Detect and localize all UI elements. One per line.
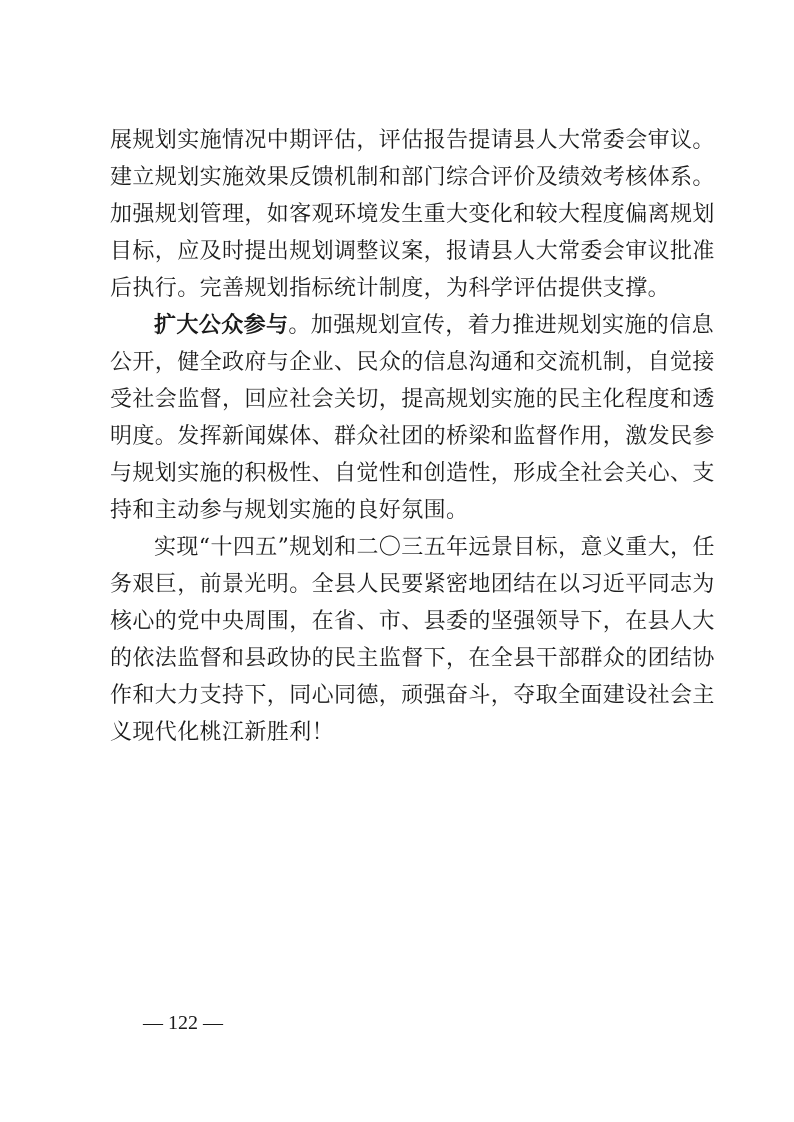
text-line: 义现代化桃江新胜利！: [110, 720, 335, 745]
text-line-remainder: 。加强规划宣传，着力推进规划实施的信息: [288, 313, 715, 338]
text-line: 目标，应及时提出规划调整议案，报请县人大常委会审议批准: [110, 239, 715, 264]
text-line: 持和主动参与规划实施的良好氛围。: [110, 498, 469, 523]
text-line: 展规划实施情况中期评估，评估报告提请县人大常委会审议。: [110, 128, 715, 153]
text-line: 务艰巨，前景光明。全县人民要紧密地团结在以习近平同志为: [110, 572, 715, 597]
paragraph-plan-evaluation: [110, 122, 715, 307]
text-line: 实现“十四五”规划和二〇三五年远景目标，意义重大，任: [154, 535, 715, 560]
text-line: 受社会监督，回应社会关切，提高规划实施的民主化程度和透: [110, 387, 715, 412]
text-line: 作和大力支持下，同心同德，顽强奋斗，夺取全面建设社会主: [110, 683, 715, 708]
text-line: [110, 307, 715, 344]
paragraph-closing: [110, 529, 715, 751]
text-line: 与规划实施的积极性、自觉性和创造性，形成全社会关心、支: [110, 461, 715, 486]
paragraph-lead-heading: 扩大公众参与: [154, 313, 289, 338]
page-number: — 122 —: [143, 1012, 223, 1034]
text-line: 后执行。完善规划指标统计制度，为科学评估提供支撑。: [110, 276, 671, 301]
text-line: 明度。发挥新闻媒体、群众社团的桥梁和监督作用，激发民参: [110, 424, 715, 449]
paragraph-public-participation: [110, 307, 715, 529]
text-line: 建立规划实施效果反馈机制和部门综合评价及绩效考核体系。: [110, 165, 715, 190]
document-body: [110, 122, 715, 751]
text-line: 的依法监督和县政协的民主监督下，在全县干部群众的团结协: [110, 646, 715, 671]
text-line: 核心的党中央周围，在省、市、县委的坚强领导下，在县人大: [110, 609, 715, 634]
text-line: 加强规划管理，如客观环境发生重大变化和较大程度偏离规划: [110, 202, 715, 227]
text-line: 公开，健全政府与企业、民众的信息沟通和交流机制，自觉接: [110, 350, 715, 375]
